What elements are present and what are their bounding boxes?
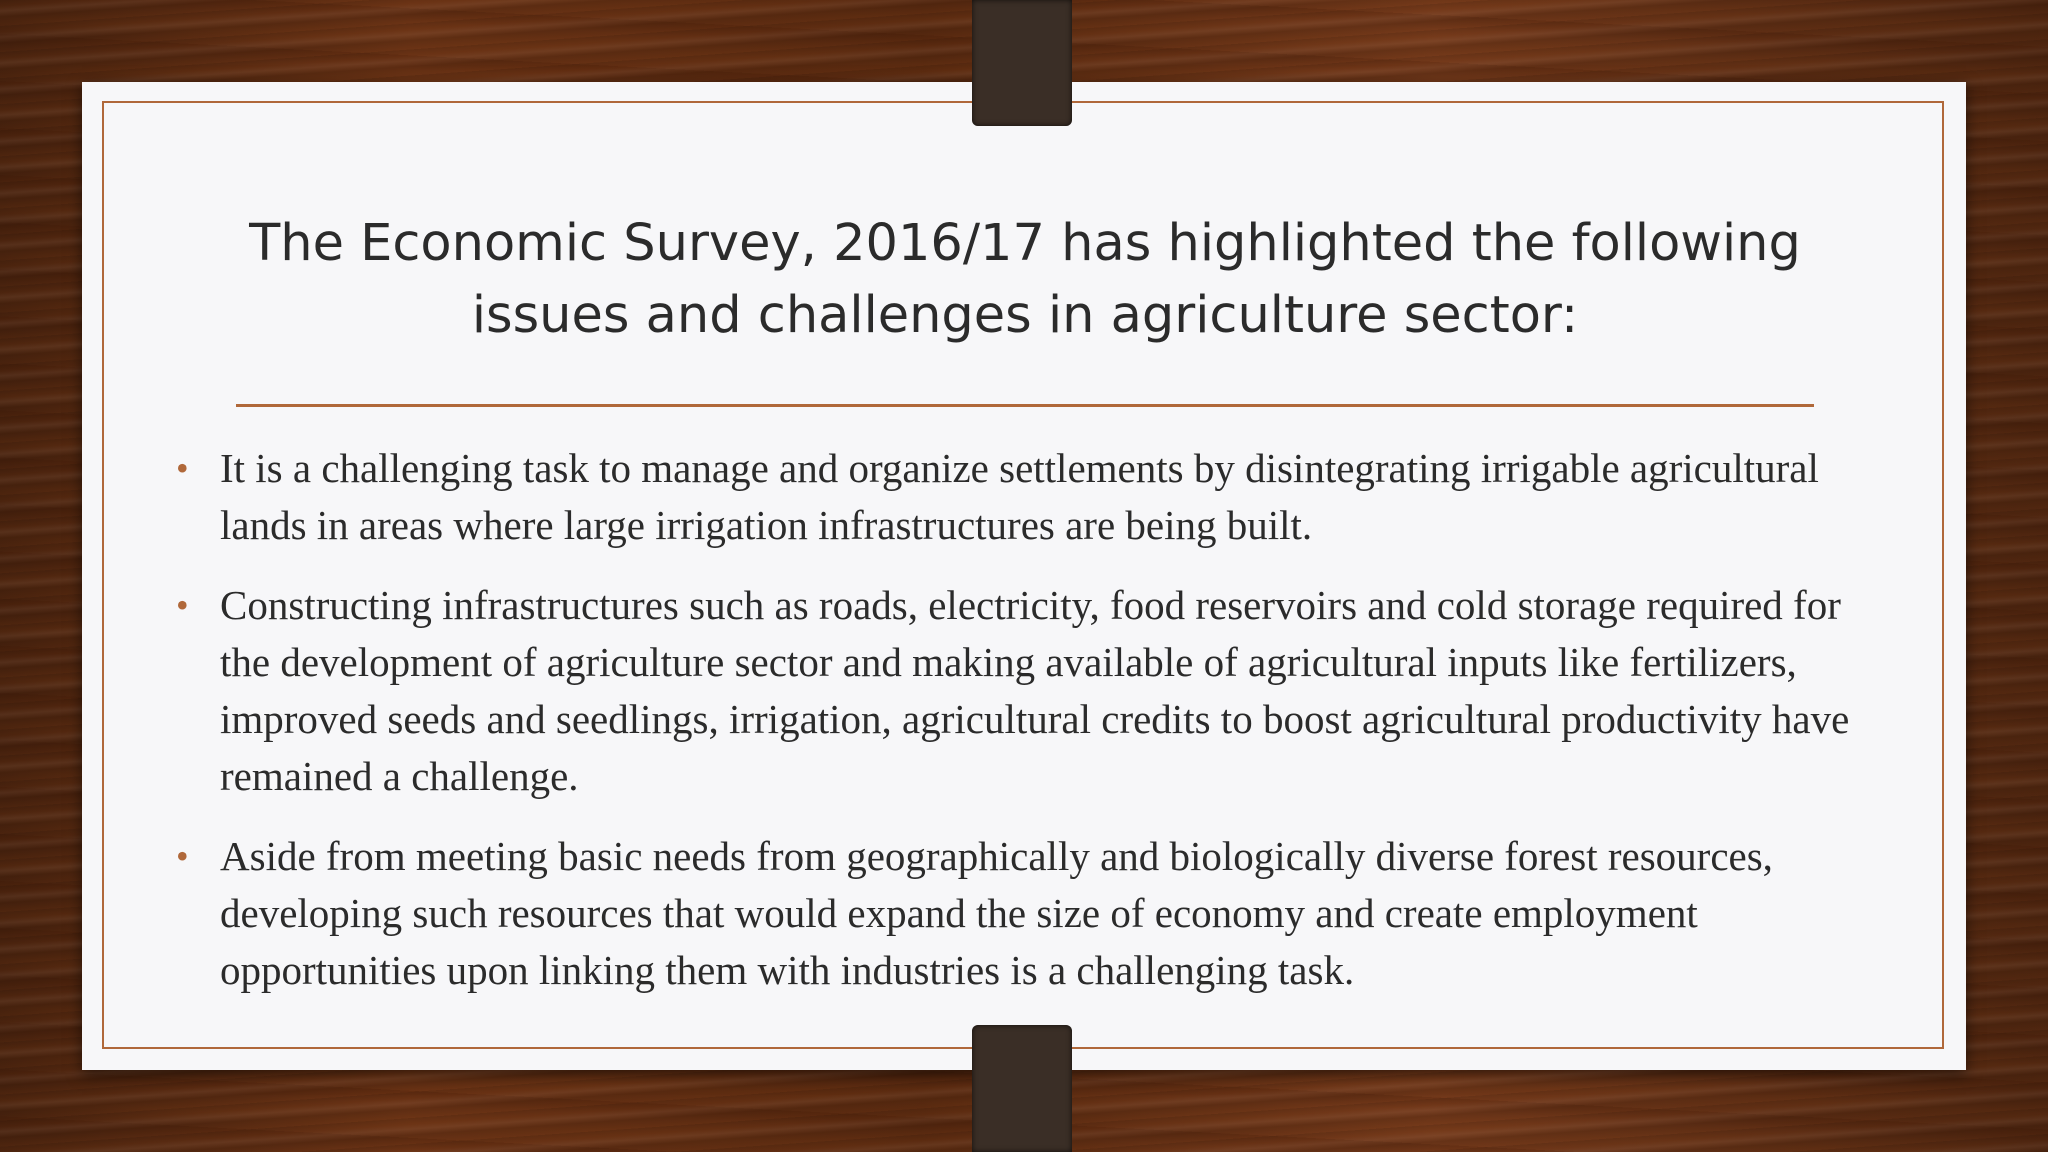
bullet-dot-icon: •: [176, 836, 189, 876]
title-divider: [236, 404, 1814, 407]
bullet-item: [170, 440, 1870, 554]
title-line-2: issues and challenges in agriculture sector:: [471, 286, 1579, 345]
bullet-list: [170, 440, 1870, 1022]
slide-title: [160, 208, 1890, 352]
bullet-item: [170, 577, 1870, 805]
bullet-text: Constructing infrastructures such as roads, electricity, food reservoirs and cold storage required for the development of agriculture sector and making available of agricultural inputs like fertilizers, improved seeds and seedlings, irrigation, agricultural credits to boost agricultural productivity have remained a challenge.: [220, 582, 1850, 799]
bottom-clip: [972, 1025, 1072, 1152]
top-clip: [972, 0, 1072, 126]
bullet-item: [170, 828, 1870, 999]
title-line-1: The Economic Survey, 2016/17 has highlighted the following: [249, 214, 1801, 273]
bullet-dot-icon: •: [176, 585, 189, 625]
bullet-dot-icon: •: [176, 448, 189, 488]
bullet-text: Aside from meeting basic needs from geographically and biologically diverse forest resources, developing such resources that would expand the size of economy and create employment opportunities upon linking them with industries is a challenging task.: [220, 833, 1773, 993]
bullet-text: It is a challenging task to manage and organize settlements by disintegrating irrigable agricultural lands in areas where large irrigation infrastructures are being built.: [220, 445, 1819, 548]
